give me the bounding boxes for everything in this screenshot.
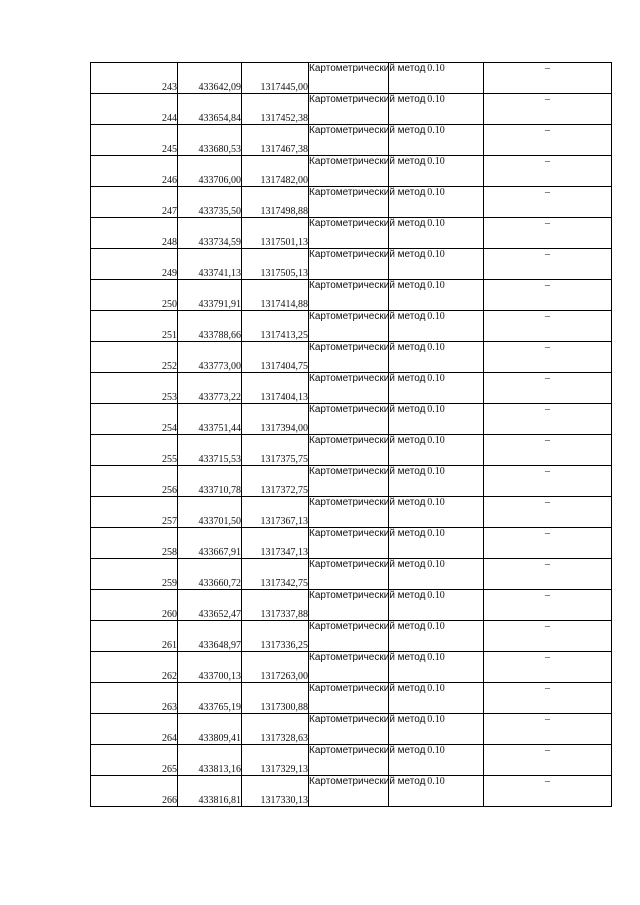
accuracy-cell: 0.10	[389, 497, 484, 528]
y-coordinate-cell: 1317414,88	[242, 280, 309, 311]
point-number-cell: 246	[91, 156, 178, 187]
x-coordinate-cell: 433734,59	[178, 218, 242, 249]
accuracy-cell: 0.10	[389, 187, 484, 218]
x-coordinate-cell: 433735,50	[178, 187, 242, 218]
accuracy-cell: 0.10	[389, 621, 484, 652]
x-coordinate-cell: 433648,97	[178, 621, 242, 652]
description-cell: –	[484, 156, 612, 187]
point-number-cell: 260	[91, 590, 178, 621]
y-coordinate-cell: 1317413,25	[242, 311, 309, 342]
accuracy-cell: 0.10	[389, 373, 484, 404]
table-row	[91, 466, 612, 497]
method-cell: Картометрический метод	[309, 776, 389, 807]
point-number-cell: 251	[91, 311, 178, 342]
method-cell: Картометрический метод	[309, 218, 389, 249]
table-row	[91, 404, 612, 435]
x-coordinate-cell: 433773,22	[178, 373, 242, 404]
accuracy-cell: 0.10	[389, 280, 484, 311]
accuracy-cell: 0.10	[389, 559, 484, 590]
description-cell: –	[484, 590, 612, 621]
description-cell: –	[484, 63, 612, 94]
y-coordinate-cell: 1317467,38	[242, 125, 309, 156]
table-row	[91, 435, 612, 466]
x-coordinate-cell: 433788,66	[178, 311, 242, 342]
method-cell: Картометрический метод	[309, 280, 389, 311]
x-coordinate-cell: 433700,13	[178, 652, 242, 683]
table-row	[91, 311, 612, 342]
description-cell: –	[484, 187, 612, 218]
coordinates-table-body	[91, 63, 612, 807]
accuracy-cell: 0.10	[389, 94, 484, 125]
description-cell: –	[484, 652, 612, 683]
table-row	[91, 63, 612, 94]
method-cell: Картометрический метод	[309, 156, 389, 187]
method-cell: Картометрический метод	[309, 652, 389, 683]
method-cell: Картометрический метод	[309, 621, 389, 652]
y-coordinate-cell: 1317501,13	[242, 218, 309, 249]
table-row	[91, 187, 612, 218]
table-row	[91, 683, 612, 714]
y-coordinate-cell: 1317347,13	[242, 528, 309, 559]
description-cell: –	[484, 683, 612, 714]
accuracy-cell: 0.10	[389, 435, 484, 466]
x-coordinate-cell: 433813,16	[178, 745, 242, 776]
x-coordinate-cell: 433667,91	[178, 528, 242, 559]
x-coordinate-cell: 433642,09	[178, 63, 242, 94]
y-coordinate-cell: 1317372,75	[242, 466, 309, 497]
table-row	[91, 280, 612, 311]
method-cell: Картометрический метод	[309, 373, 389, 404]
point-number-cell: 249	[91, 249, 178, 280]
x-coordinate-cell: 433701,50	[178, 497, 242, 528]
method-cell: Картометрический метод	[309, 466, 389, 497]
accuracy-cell: 0.10	[389, 249, 484, 280]
x-coordinate-cell: 433715,53	[178, 435, 242, 466]
table-row	[91, 94, 612, 125]
table-row	[91, 218, 612, 249]
accuracy-cell: 0.10	[389, 466, 484, 497]
y-coordinate-cell: 1317337,88	[242, 590, 309, 621]
accuracy-cell: 0.10	[389, 776, 484, 807]
y-coordinate-cell: 1317482,00	[242, 156, 309, 187]
accuracy-cell: 0.10	[389, 125, 484, 156]
description-cell: –	[484, 435, 612, 466]
accuracy-cell: 0.10	[389, 714, 484, 745]
y-coordinate-cell: 1317452,38	[242, 94, 309, 125]
method-cell: Картометрический метод	[309, 714, 389, 745]
y-coordinate-cell: 1317342,75	[242, 559, 309, 590]
table-row	[91, 590, 612, 621]
point-number-cell: 261	[91, 621, 178, 652]
accuracy-cell: 0.10	[389, 156, 484, 187]
method-cell: Картометрический метод	[309, 311, 389, 342]
point-number-cell: 257	[91, 497, 178, 528]
method-cell: Картометрический метод	[309, 125, 389, 156]
coordinates-table	[90, 62, 612, 807]
y-coordinate-cell: 1317263,00	[242, 652, 309, 683]
y-coordinate-cell: 1317328,63	[242, 714, 309, 745]
table-row	[91, 621, 612, 652]
accuracy-cell: 0.10	[389, 590, 484, 621]
x-coordinate-cell: 433809,41	[178, 714, 242, 745]
x-coordinate-cell: 433816,81	[178, 776, 242, 807]
description-cell: –	[484, 528, 612, 559]
description-cell: –	[484, 621, 612, 652]
accuracy-cell: 0.10	[389, 218, 484, 249]
method-cell: Картометрический метод	[309, 63, 389, 94]
point-number-cell: 250	[91, 280, 178, 311]
point-number-cell: 254	[91, 404, 178, 435]
table-row	[91, 497, 612, 528]
y-coordinate-cell: 1317330,13	[242, 776, 309, 807]
description-cell: –	[484, 249, 612, 280]
y-coordinate-cell: 1317404,75	[242, 342, 309, 373]
point-number-cell: 243	[91, 63, 178, 94]
description-cell: –	[484, 714, 612, 745]
table-row	[91, 125, 612, 156]
y-coordinate-cell: 1317375,75	[242, 435, 309, 466]
point-number-cell: 256	[91, 466, 178, 497]
description-cell: –	[484, 280, 612, 311]
method-cell: Картометрический метод	[309, 94, 389, 125]
x-coordinate-cell: 433652,47	[178, 590, 242, 621]
accuracy-cell: 0.10	[389, 652, 484, 683]
method-cell: Картометрический метод	[309, 249, 389, 280]
description-cell: –	[484, 125, 612, 156]
method-cell: Картометрический метод	[309, 342, 389, 373]
table-row	[91, 652, 612, 683]
table-row	[91, 559, 612, 590]
accuracy-cell: 0.10	[389, 683, 484, 714]
table-row	[91, 528, 612, 559]
point-number-cell: 258	[91, 528, 178, 559]
accuracy-cell: 0.10	[389, 63, 484, 94]
x-coordinate-cell: 433751,44	[178, 404, 242, 435]
method-cell: Картометрический метод	[309, 745, 389, 776]
table-row	[91, 156, 612, 187]
accuracy-cell: 0.10	[389, 404, 484, 435]
description-cell: –	[484, 218, 612, 249]
table-row	[91, 745, 612, 776]
point-number-cell: 264	[91, 714, 178, 745]
description-cell: –	[484, 745, 612, 776]
y-coordinate-cell: 1317329,13	[242, 745, 309, 776]
point-number-cell: 259	[91, 559, 178, 590]
y-coordinate-cell: 1317445,00	[242, 63, 309, 94]
y-coordinate-cell: 1317404,13	[242, 373, 309, 404]
x-coordinate-cell: 433680,53	[178, 125, 242, 156]
point-number-cell: 247	[91, 187, 178, 218]
point-number-cell: 245	[91, 125, 178, 156]
method-cell: Картометрический метод	[309, 497, 389, 528]
description-cell: –	[484, 404, 612, 435]
method-cell: Картометрический метод	[309, 435, 389, 466]
x-coordinate-cell: 433654,84	[178, 94, 242, 125]
y-coordinate-cell: 1317498,88	[242, 187, 309, 218]
point-number-cell: 263	[91, 683, 178, 714]
table-row	[91, 373, 612, 404]
description-cell: –	[484, 311, 612, 342]
point-number-cell: 252	[91, 342, 178, 373]
point-number-cell: 266	[91, 776, 178, 807]
description-cell: –	[484, 342, 612, 373]
x-coordinate-cell: 433710,78	[178, 466, 242, 497]
table-row	[91, 776, 612, 807]
description-cell: –	[484, 497, 612, 528]
method-cell: Картометрический метод	[309, 590, 389, 621]
y-coordinate-cell: 1317300,88	[242, 683, 309, 714]
accuracy-cell: 0.10	[389, 311, 484, 342]
y-coordinate-cell: 1317336,25	[242, 621, 309, 652]
y-coordinate-cell: 1317367,13	[242, 497, 309, 528]
point-number-cell: 255	[91, 435, 178, 466]
point-number-cell: 244	[91, 94, 178, 125]
description-cell: –	[484, 559, 612, 590]
table-row	[91, 342, 612, 373]
method-cell: Картометрический метод	[309, 683, 389, 714]
method-cell: Картометрический метод	[309, 187, 389, 218]
x-coordinate-cell: 433741,13	[178, 249, 242, 280]
method-cell: Картометрический метод	[309, 528, 389, 559]
accuracy-cell: 0.10	[389, 745, 484, 776]
table-row	[91, 714, 612, 745]
x-coordinate-cell: 433791,91	[178, 280, 242, 311]
y-coordinate-cell: 1317505,13	[242, 249, 309, 280]
description-cell: –	[484, 94, 612, 125]
table-row	[91, 249, 612, 280]
x-coordinate-cell: 433765,19	[178, 683, 242, 714]
point-number-cell: 253	[91, 373, 178, 404]
method-cell: Картометрический метод	[309, 404, 389, 435]
y-coordinate-cell: 1317394,00	[242, 404, 309, 435]
point-number-cell: 262	[91, 652, 178, 683]
x-coordinate-cell: 433660,72	[178, 559, 242, 590]
x-coordinate-cell: 433706,00	[178, 156, 242, 187]
x-coordinate-cell: 433773,00	[178, 342, 242, 373]
accuracy-cell: 0.10	[389, 528, 484, 559]
description-cell: –	[484, 776, 612, 807]
description-cell: –	[484, 466, 612, 497]
point-number-cell: 248	[91, 218, 178, 249]
point-number-cell: 265	[91, 745, 178, 776]
description-cell: –	[484, 373, 612, 404]
accuracy-cell: 0.10	[389, 342, 484, 373]
method-cell: Картометрический метод	[309, 559, 389, 590]
